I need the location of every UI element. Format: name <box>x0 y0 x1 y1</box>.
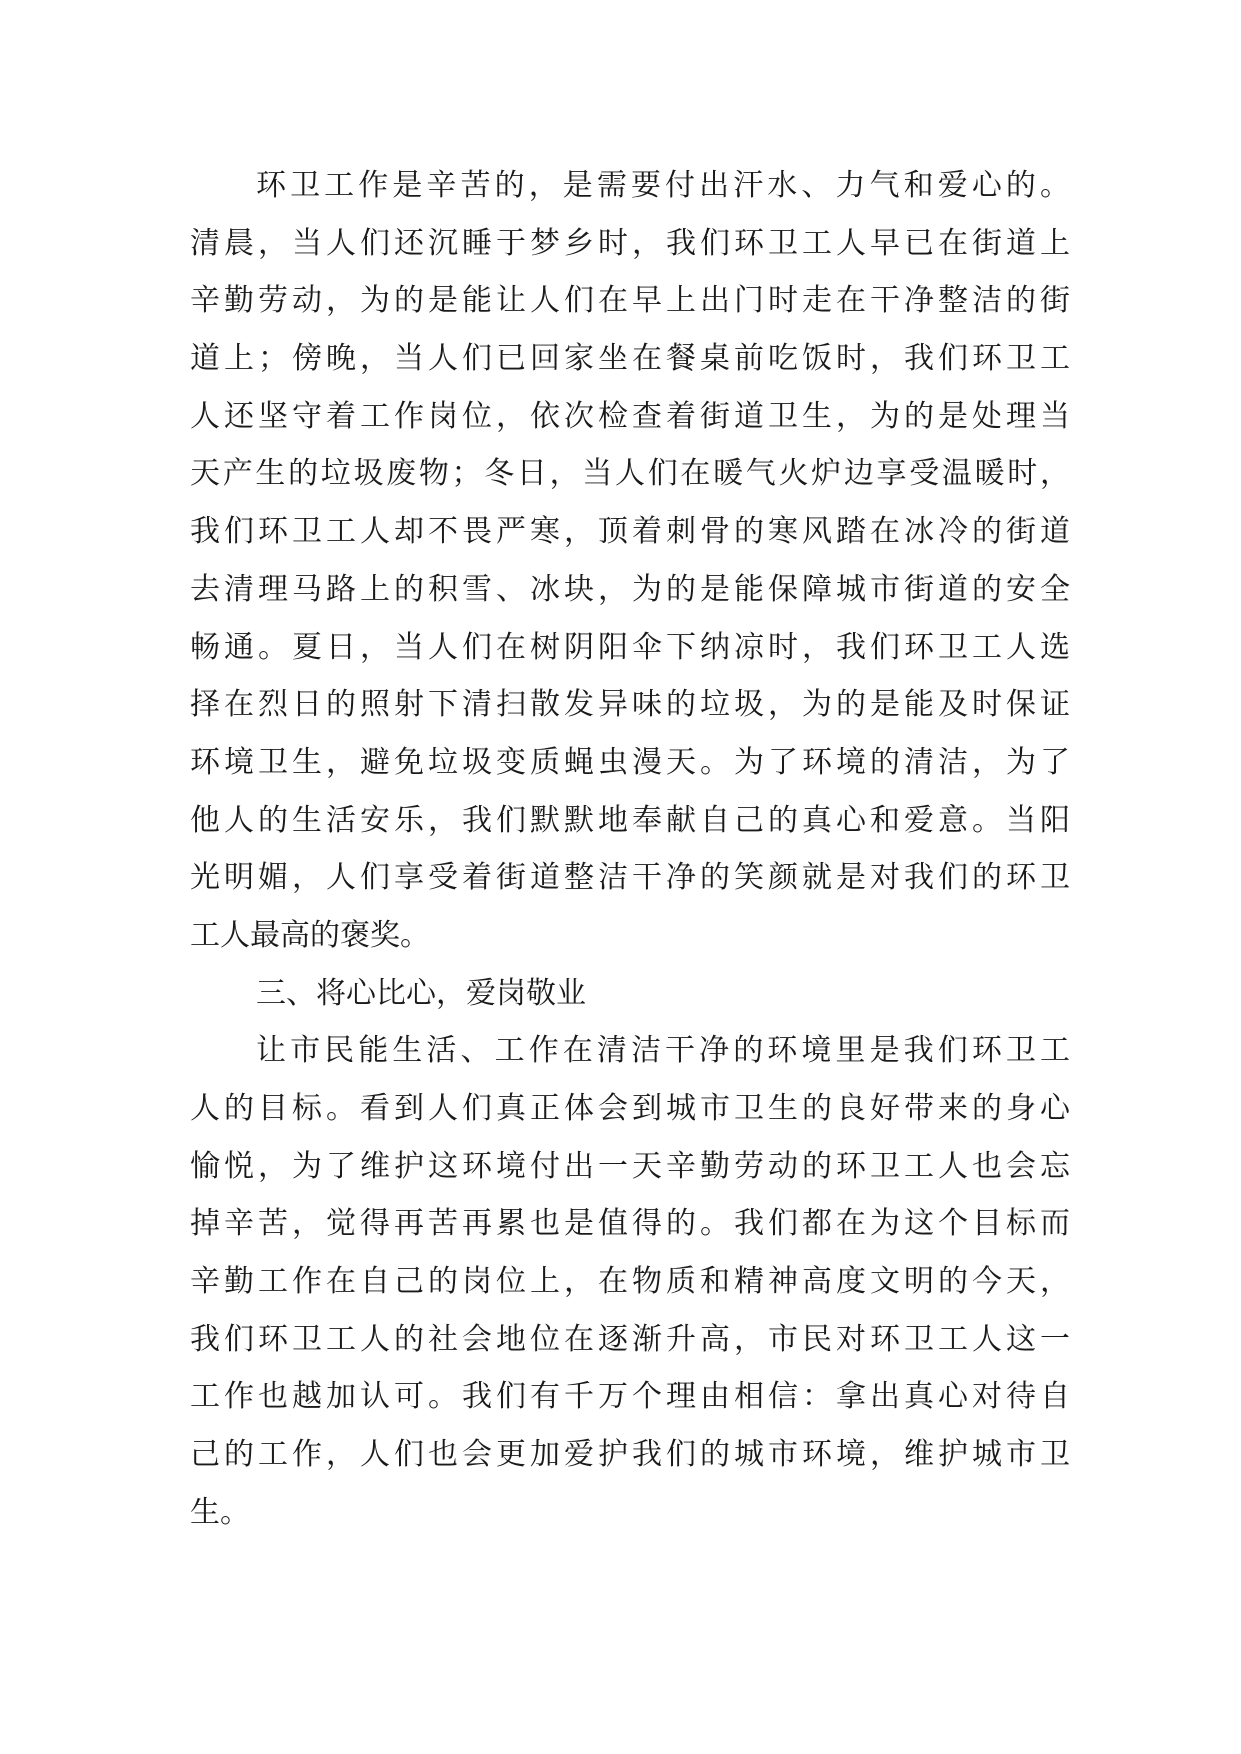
paragraph-line: 己的工作，人们也会更加爱护我们的城市环境，维护城市卫 <box>190 1437 1070 1473</box>
document-body <box>190 157 1070 1542</box>
paragraph-line: 清晨，当人们还沉睡于梦乡时，我们环卫工人早已在街道上 <box>190 225 1070 261</box>
paragraph-line: 畅通。夏日，当人们在树阴阳伞下纳凉时，我们环卫工人选 <box>190 629 1070 665</box>
paragraph-line: 工作也越加认可。我们有千万个理由相信：拿出真心对待自 <box>190 1379 1070 1415</box>
paragraph-line: 我们环卫工人却不畏严寒，顶着刺骨的寒风踏在冰冷的街道 <box>190 514 1070 550</box>
paragraph-line: 去清理马路上的积雪、冰块，为的是能保障城市街道的安全 <box>190 571 1070 607</box>
paragraph-line: 我们环卫工人的社会地位在逐渐升高，市民对环卫工人这一 <box>190 1321 1070 1357</box>
paragraph-line: 光明媚，人们享受着街道整洁干净的笑颜就是对我们的环卫 <box>190 860 1070 896</box>
paragraph-line: 天产生的垃圾废物；冬日，当人们在暖气火炉边享受温暖时， <box>190 456 1070 492</box>
paragraph-line: 辛勤劳动，为的是能让人们在早上出门时走在干净整洁的街 <box>190 283 1070 319</box>
paragraph-line: 工人最高的褒奖。 <box>190 917 430 953</box>
paragraph-line: 让市民能生活、工作在清洁干净的环境里是我们环卫工 <box>256 1033 1070 1069</box>
paragraph-line: 掉辛苦，觉得再苦再累也是值得的。我们都在为这个目标而 <box>190 1206 1070 1242</box>
paragraph-line: 择在烈日的照射下清扫散发异味的垃圾，为的是能及时保证 <box>190 687 1070 723</box>
paragraph-line: 人还坚守着工作岗位，依次检查着街道卫生，为的是处理当 <box>190 398 1070 434</box>
paragraph-line: 环境卫生，避免垃圾变质蝇虫漫天。为了环境的清洁，为了 <box>190 744 1070 780</box>
paragraph-line: 他人的生活安乐，我们默默地奉献自己的真心和爱意。当阳 <box>190 802 1070 838</box>
paragraph-line: 愉悦，为了维护这环境付出一天辛勤劳动的环卫工人也会忘 <box>190 1148 1070 1184</box>
paragraph-line: 道上；傍晚，当人们已回家坐在餐桌前吃饭时，我们环卫工 <box>190 341 1070 377</box>
paragraph-line: 生。 <box>190 1494 250 1530</box>
paragraph-line: 环卫工作是辛苦的，是需要付出汗水、力气和爱心的。 <box>256 168 1070 203</box>
paragraph-line: 人的目标。看到人们真正体会到城市卫生的良好带来的身心 <box>190 1091 1070 1126</box>
section-heading: 三、将心比心，爱岗敬业 <box>256 975 586 1011</box>
paragraph-line: 辛勤工作在自己的岗位上，在物质和精神高度文明的今天， <box>190 1264 1070 1300</box>
